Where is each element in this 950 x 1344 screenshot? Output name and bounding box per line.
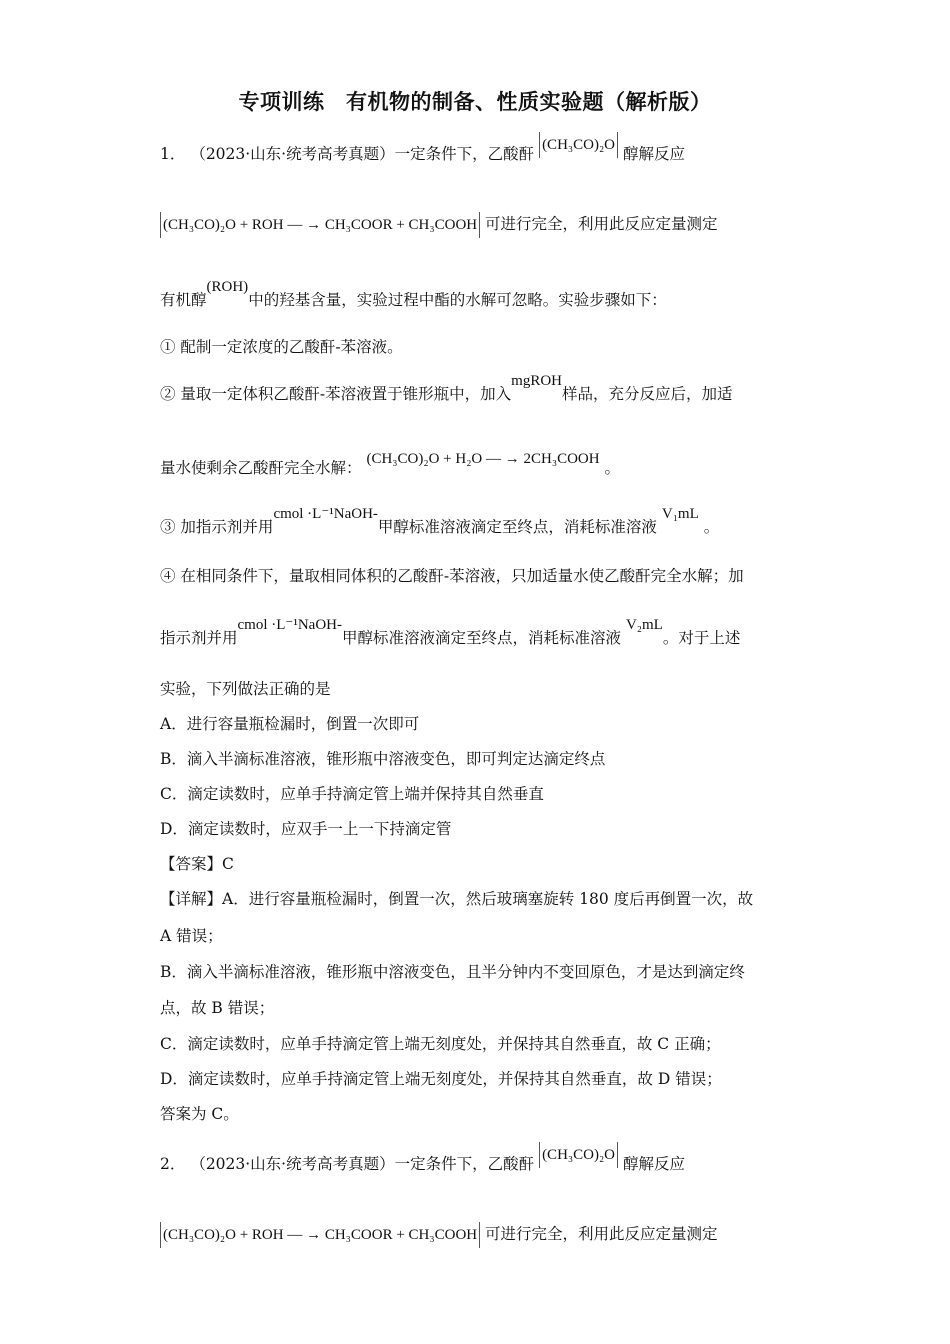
q1-reaction-equation: (CH₃CO)₂O + ROH — → CH₃COOR + CH₃COOH: [160, 212, 480, 238]
q1-step3-concentration: cmol ·L⁻¹NaOH-: [273, 506, 378, 522]
q1-step-2-cont: [160, 451, 621, 479]
q1-line-3: [160, 279, 667, 311]
q1-detail-1: 【详解】A．进行容量瓶检漏时，倒置一次，然后玻璃塞旋转 180 度后再倒置一次，故: [160, 890, 754, 908]
q1-detail-3: C．滴定读数时，应单手持滴定管上端无刻度处，并保持其自然垂直，故 C 正确；: [160, 1035, 721, 1053]
q2-reaction-equation: (CH₃CO)₂O + ROH — → CH₃COOR + CH₃COOH: [160, 1222, 480, 1248]
q1-option-c: C．滴定读数时，应单手持滴定管上端并保持其自然垂直: [160, 785, 544, 803]
q1-step2-end: 。: [604, 459, 621, 477]
q1-step2-text-a: ② 量取一定体积乙酸酐-苯溶液置于锥形瓶中，加入: [160, 385, 512, 403]
q1-step-1: ① 配制一定浓度的乙酸酐-苯溶液。: [160, 338, 403, 356]
q1-detail-2: B．滴入半滴标准溶液，锥形瓶中溶液变色，且半分钟内不变回原色，才是达到滴定终: [160, 963, 745, 981]
q1-detail-4: D．滴定读数时，应单手持滴定管上端无刻度处，并保持其自然垂直，故 D 错误；: [160, 1070, 722, 1088]
q1-source: （2023·山东·统考高考真题）一定条件下，乙酸酐: [190, 145, 535, 163]
q1-step3-end: 。: [703, 518, 720, 536]
q2-line-2: [160, 1222, 718, 1248]
q1-number: 1．: [160, 145, 186, 163]
q1-after-anhydride: 醇解反应: [622, 145, 685, 163]
q1-step3-text-a: ③ 加指示剂并用: [160, 518, 274, 536]
q1-line-1: [160, 137, 685, 168]
q1-step4-text-b: 指示剂并用: [160, 629, 238, 647]
q1-final-answer: 答案为 C。: [160, 1105, 239, 1123]
q1-option-a: A．进行容量瓶检漏时，倒置一次即可: [160, 715, 420, 733]
q1-step4-text-d: 。对于上述: [662, 629, 741, 647]
q2-source: （2023·山东·统考高考真题）一定条件下，乙酸酐: [190, 1155, 535, 1173]
q1-after-reaction: 可进行完全，利用此反应定量测定: [485, 215, 718, 233]
q2-after-anhydride: 醇解反应: [622, 1155, 685, 1173]
q1-line3-text-b: 中的羟基含量，实验过程中酯的水解可忽略。实验步骤如下：: [248, 291, 667, 309]
page-title: 专项训练 有机物的制备、性质实验题（解析版）: [238, 90, 712, 114]
q1-step-4: ④ 在相同条件下，量取相同体积的乙酸酐-苯溶液，只加适量水使乙酸酐完全水解；加: [160, 567, 744, 585]
q1-step4-concentration: cmol ·L⁻¹NaOH-: [237, 617, 342, 633]
q1-anhydride-formula: (CH₃CO)₂O: [539, 132, 618, 158]
q1-step-3: [160, 506, 720, 538]
q1-step4-volume: V₂mL: [625, 617, 663, 633]
q1-question: 实验，下列做法正确的是: [160, 680, 331, 698]
q1-mass-formula: mgROH: [511, 373, 563, 389]
q2-number: 2．: [160, 1155, 186, 1173]
q1-step3-volume: V₁mL: [661, 506, 699, 522]
q2-after-reaction: 可进行完全，利用此反应定量测定: [485, 1225, 718, 1243]
q1-step4-text-c: 甲醇标准溶液滴定至终点，消耗标准溶液: [341, 629, 621, 647]
q2-anhydride-formula: (CH₃CO)₂O: [539, 1142, 618, 1168]
q1-roh-formula: (ROH): [206, 279, 249, 295]
q1-detail-1-cont: A 错误；: [160, 927, 223, 945]
q1-answer: 【答案】C: [160, 855, 234, 873]
q1-step-2: [160, 373, 733, 405]
q1-line-2: [160, 212, 718, 238]
q1-step-4-cont: [160, 617, 741, 649]
q1-hydrolysis-equation: (CH₃CO)₂O + H₂O — → 2CH₃COOH: [366, 451, 600, 467]
q1-detail-2-cont: 点，故 B 错误；: [160, 999, 275, 1017]
q1-step3-text-b: 甲醇标准溶液滴定至终点，消耗标准溶液: [377, 518, 657, 536]
q1-option-d: D．滴定读数时，应双手一上一下持滴定管: [160, 820, 452, 838]
q1-step2-text-b: 样品，充分反应后，加适: [562, 385, 733, 403]
q1-step2-text-c: 量水使剩余乙酸酐完全水解：: [160, 459, 362, 477]
q1-line3-text-a: 有机醇: [160, 291, 207, 309]
q1-option-b: B．滴入半滴标准溶液，锥形瓶中溶液变色，即可判定达滴定终点: [160, 750, 606, 768]
q2-line-1: [160, 1147, 685, 1178]
